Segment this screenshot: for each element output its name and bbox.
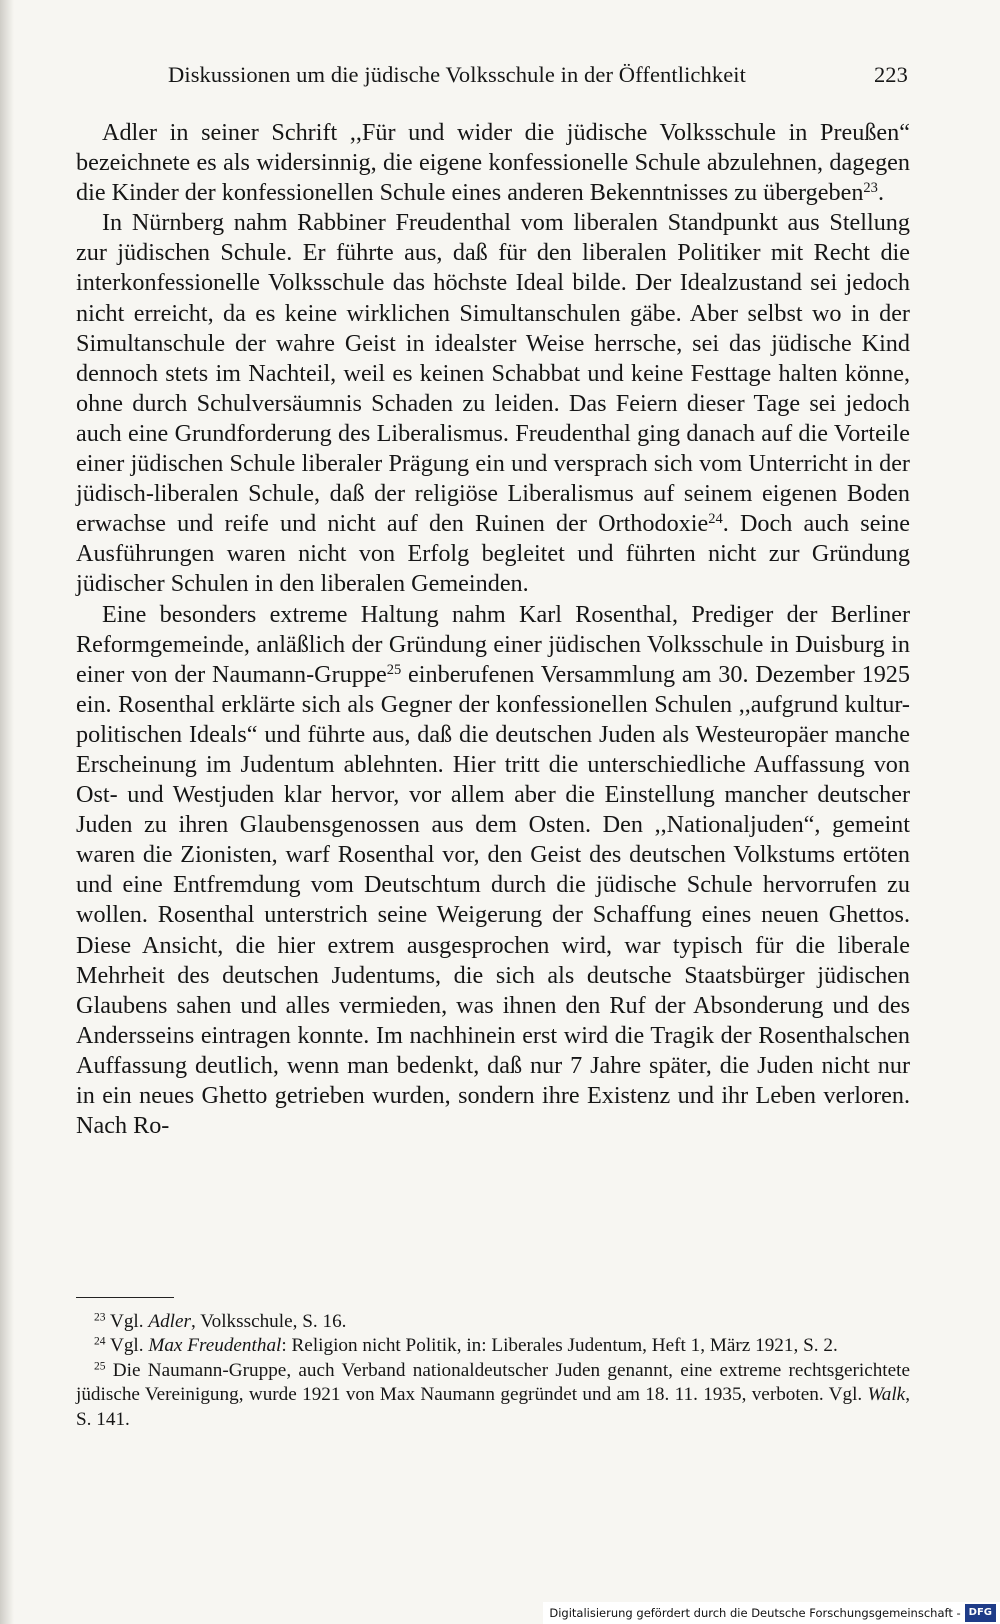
footnote-23 (76, 1310, 910, 1334)
footnote-text: Die Naumann-Gruppe, auch Verband nationaldeutscher Juden genannt, eine extreme rechtsgerichtete jüdische Vereinigung, wurde 1921 von Max Naumann gegründet und am 18. 11. 1935, verboten. Vgl. (76, 1359, 910, 1406)
header-title: Diskussionen um die jüdische Volksschule in der Öffentlichkeit (168, 62, 747, 87)
paragraph-2 (76, 208, 910, 599)
footnote-number: 23 (94, 1311, 106, 1324)
body-text (76, 118, 910, 1141)
footnote-24 (76, 1334, 910, 1358)
footnote-divider (76, 1297, 174, 1298)
page-number: 223 (873, 62, 908, 87)
paragraph-text: Adler in seiner Schrift ,,Für und wider die jüdische Volksschule in Preußen“ bezeichnete es als widersinnig, die eigene konfessionelle Schule abzulehnen, dagegen die Kinder der konfessionellen Schule eines anderen Bekenntnisses zu übergeben (76, 119, 910, 207)
footnote-author: Walk (867, 1384, 906, 1406)
footnotes (76, 1310, 910, 1432)
paragraph-text: In Nürnberg nahm Rabbiner Freudenthal vom liberalen Standpunkt aus Stellung zur jüdischen Schule. Er führte aus, daß für den liberalen Politiker mit Recht die interkonfessionelle Volksschule das höchste Ideal bilde. Der Idealzustand sei jedoch nicht erreicht, da es keine wirklichen Simultanschulen gäbe. Aber selbst wo in der Simultanschule der wahre Geist in idealster Weise herrsche, sei das jüdische Kind dennoch stets im Nachteil, weil es keinen Schabbat und keine Festtage halten könne, ohne durch Schulversäumnis Schaden zu leiden. Das Feiern dieser Tage sei jedoch auch eine Grundforderung des Liberalismus. Freudenthal ging danach auf die Vorteile einer jüdischen Schule liberaler Prägung ein und versprach sich vom Unterricht in der jüdisch-liberalen Schule, daß der religiöse Liberalismus auf seinem eigenen Boden erwachse und reife und nicht auf den Ruinen der Orthodoxie (76, 209, 910, 538)
footnote-ref-25: 25 (386, 661, 402, 678)
funding-text: Digitalisierung gefördert durch die Deutsche Forschungsgemeinschaft - (549, 1606, 961, 1620)
dfg-logo: DFG (965, 1604, 996, 1622)
running-header (168, 62, 908, 88)
footnote-ref-24: 24 (708, 511, 723, 528)
footnote-text: Vgl. (105, 1311, 149, 1332)
footnote-author: Max Freudenthal (148, 1335, 282, 1357)
footnote-ref-23: 23 (863, 180, 878, 197)
paragraph-text: . Doch auch seine Ausführungen waren nicht von Erfolg begleitet und führten nicht zur Gründung jüdischer Schulen in den liberalen Gemeinden. (76, 510, 910, 598)
footnote-text: , S. 141. (76, 1384, 910, 1430)
paragraph-3 (76, 600, 910, 1142)
paragraph-1 (76, 118, 910, 208)
page-gutter-shadow (0, 0, 14, 1624)
funding-notice (543, 1602, 1000, 1624)
paragraph-text: . (877, 179, 884, 207)
footnote-number: 25 (94, 1360, 106, 1373)
paragraph-text: Eine besonders extreme Haltung nahm Karl Rosenthal, Prediger der Berliner Reformgemeinde, anläßlich der Gründung einer jüdischen Volksschule in Duisburg in einer von der Naumann-Gruppe (76, 600, 910, 688)
footnote-text: : Religion nicht Politik, in: Liberales Judentum, Heft 1, März 1921, S. 2. (281, 1335, 838, 1357)
paragraph-text: einberufenen Versammlung am 30. Dezember 1925 ein. Rosenthal erklärte sich als Gegner der konfessionellen Schulen ,,aufgrund kultur-politischen Ideals“ und führte aus, daß die deutschen Juden als Westeuropäer manche Erscheinung im Judentum ablehnten. Hier tritt die unterschiedliche Auffassung von Ost- und Westjuden klar hervor, vor allem aber die Einstellung mancher deutscher Juden zu ihren Glaubensgenossen aus dem Osten. Den ,,Nationaljuden“, gemeint waren die Zionisten, warf Rosenthal vor, den Geist des deutschen Volkstums ertöten und eine Entfremdung vom Deutschtum durch die jüdische Schule hervorrufen zu wollen. Rosenthal unterstrich seine Weigerung der Schaffung eines neuen Ghettos. Diese Ansicht, die hier extrem ausgesprochen wird, war typisch für die liberale Mehrheit des deutschen Judentums, die sich als deutsche Staatsbürger jüdischen Glaubens sahen und alles vermieden, was ihnen den Ruf der Absonderung und des Andersseins eintragen konnte. Im nachhinein erst wird die Tragik der Rosenthalschen Auffassung deutlich, wenn man bedenkt, daß nur 7 Jahre später, die Juden nicht nur in ein neues Ghetto getrieben wurden, sondern ihre Existenz und ihr Leben verloren. Nach Ro- (76, 660, 910, 1140)
footnote-25 (76, 1359, 910, 1432)
footnote-author: Adler (148, 1311, 191, 1332)
footnote-text: , Volksschule, S. 16. (190, 1311, 347, 1332)
footnote-text: Vgl. (105, 1335, 149, 1357)
footnote-number: 24 (94, 1336, 106, 1349)
